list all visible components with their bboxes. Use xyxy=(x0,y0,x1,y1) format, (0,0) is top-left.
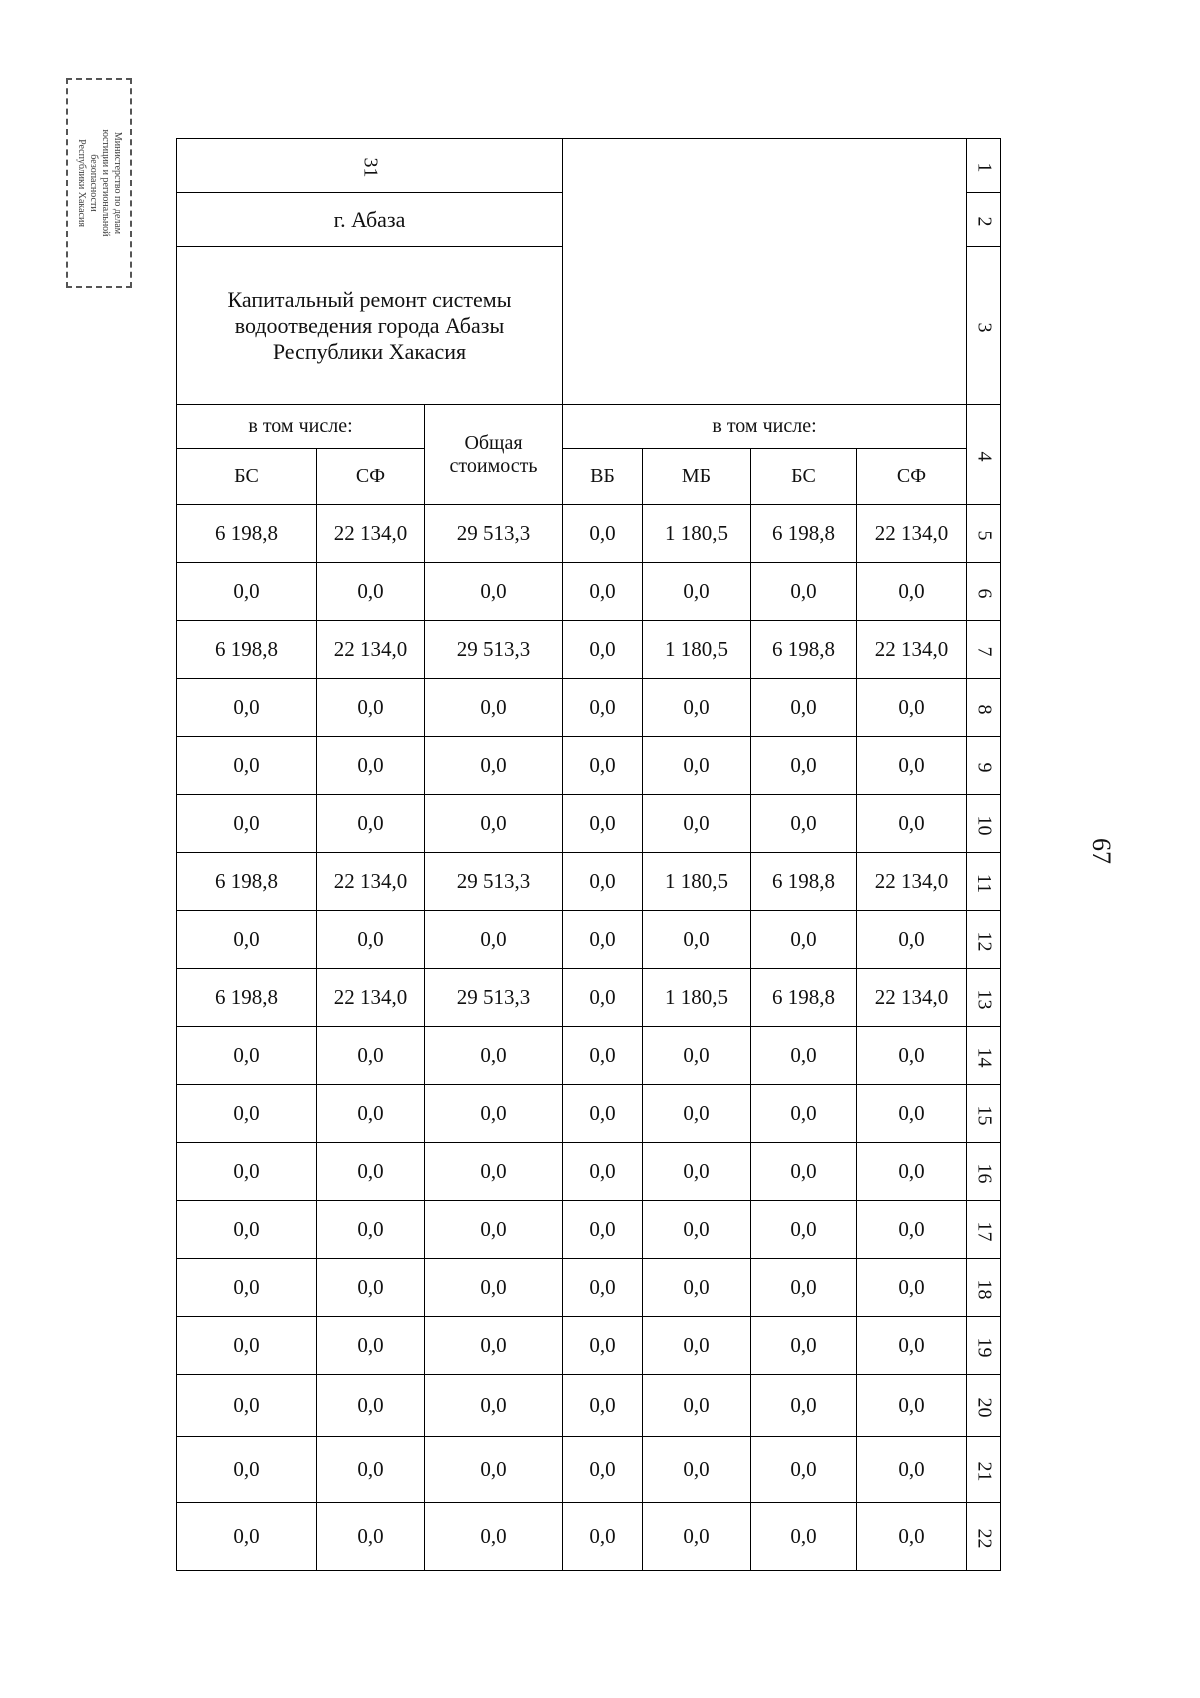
table-cell: 29 513,3 xyxy=(425,505,563,563)
column-number: 20 xyxy=(973,1397,995,1417)
table-row xyxy=(177,1085,1001,1143)
table-cell: 0,0 xyxy=(643,1437,751,1503)
column-number-cell xyxy=(967,1437,1001,1503)
table-cell: 0,0 xyxy=(177,1437,317,1503)
column-number-cell xyxy=(967,679,1001,737)
table-cell: 0,0 xyxy=(177,1375,317,1437)
table-cell: 0,0 xyxy=(563,1201,643,1259)
total-cost-header xyxy=(425,405,563,505)
table-cell: 0,0 xyxy=(317,1143,425,1201)
table-cell: 0,0 xyxy=(317,563,425,621)
column-number: 1 xyxy=(973,162,995,172)
column-number-cell xyxy=(967,1375,1001,1437)
table-cell: 0,0 xyxy=(425,1259,563,1317)
table-cell: 0,0 xyxy=(857,795,967,853)
total-cost-label: Общая стоимость xyxy=(449,431,538,477)
column-number: 3 xyxy=(973,322,995,332)
table-cell: 0,0 xyxy=(563,1437,643,1503)
table-row xyxy=(177,1027,1001,1085)
table-cell: 0,0 xyxy=(425,911,563,969)
budget-table xyxy=(176,138,1001,1571)
column-number: 4 xyxy=(973,451,995,461)
table-cell: 0,0 xyxy=(425,1143,563,1201)
column-number: 12 xyxy=(973,931,995,951)
table-row xyxy=(177,853,1001,911)
table-cell: 0,0 xyxy=(857,1375,967,1437)
table-cell: 0,0 xyxy=(563,621,643,679)
table-cell: 0,0 xyxy=(751,1201,857,1259)
table-cell: 0,0 xyxy=(643,679,751,737)
column-number-cell xyxy=(967,1027,1001,1085)
stamp-line: безопасности xyxy=(88,154,99,212)
column-number-cell xyxy=(967,621,1001,679)
table-cell: 0,0 xyxy=(425,1027,563,1085)
table-row xyxy=(177,737,1001,795)
bs-right-header: БС xyxy=(751,449,857,505)
table-cell: 0,0 xyxy=(425,737,563,795)
table-cell: 0,0 xyxy=(643,563,751,621)
table-cell: 6 198,8 xyxy=(177,505,317,563)
registration-stamp xyxy=(66,78,132,288)
column-number: 11 xyxy=(972,873,995,893)
table-cell: 0,0 xyxy=(643,911,751,969)
column-number-cell xyxy=(967,247,1001,405)
left-group-header xyxy=(177,405,425,449)
location-cell xyxy=(177,193,563,247)
table-cell: 0,0 xyxy=(857,1085,967,1143)
location: г. Абаза xyxy=(333,206,406,232)
column-number: 15 xyxy=(973,1105,995,1125)
table-row xyxy=(177,1437,1001,1503)
column-number-cell xyxy=(967,1143,1001,1201)
table-cell: 0,0 xyxy=(563,1259,643,1317)
table-cell: 0,0 xyxy=(317,1375,425,1437)
table-cell: 1 180,5 xyxy=(643,853,751,911)
table-cell: 0,0 xyxy=(317,1027,425,1085)
table-cell: 0,0 xyxy=(643,1259,751,1317)
table-cell: 0,0 xyxy=(751,1027,857,1085)
table-cell: 0,0 xyxy=(643,1027,751,1085)
column-number-cell xyxy=(967,737,1001,795)
table-cell: 0,0 xyxy=(751,1143,857,1201)
table-cell: 0,0 xyxy=(857,1201,967,1259)
table-cell: 0,0 xyxy=(425,1201,563,1259)
project-title-cell xyxy=(177,247,563,405)
table-cell: 0,0 xyxy=(425,1503,563,1571)
left-group-label: в том числе: xyxy=(248,415,353,437)
stamp-line: Министерство по делам xyxy=(112,131,123,235)
table-cell: 0,0 xyxy=(425,1437,563,1503)
right-group-label: в том числе: xyxy=(712,415,817,437)
mb-header: МБ xyxy=(643,449,751,505)
table-row xyxy=(177,1317,1001,1375)
table-cell: 0,0 xyxy=(177,1085,317,1143)
column-number-cell xyxy=(967,1259,1001,1317)
table-cell: 6 198,8 xyxy=(177,621,317,679)
column-number-cell xyxy=(967,505,1001,563)
table-cell: 0,0 xyxy=(563,563,643,621)
table-row xyxy=(177,621,1001,679)
table-cell: 29 513,3 xyxy=(425,969,563,1027)
table-cell: 0,0 xyxy=(425,679,563,737)
column-number: 22 xyxy=(973,1528,995,1548)
table-cell: 0,0 xyxy=(177,1503,317,1571)
column-number-cell xyxy=(967,193,1001,247)
column-number-cell xyxy=(967,563,1001,621)
table-row xyxy=(177,911,1001,969)
stamp-line: юстиции и региональной xyxy=(100,129,111,237)
table-row xyxy=(177,969,1001,1027)
table-cell: 0,0 xyxy=(317,911,425,969)
table-cell: 0,0 xyxy=(317,1437,425,1503)
table-cell: 22 134,0 xyxy=(317,621,425,679)
column-number-cell xyxy=(967,1317,1001,1375)
table-cell: 0,0 xyxy=(857,1027,967,1085)
column-number-cell xyxy=(967,795,1001,853)
table-cell: 0,0 xyxy=(177,1317,317,1375)
column-number: 8 xyxy=(973,704,995,714)
page-number: 67 xyxy=(1087,838,1116,864)
table-cell: 0,0 xyxy=(177,563,317,621)
table-cell: 6 198,8 xyxy=(751,853,857,911)
table-cell: 0,0 xyxy=(563,1027,643,1085)
column-number-cell xyxy=(967,969,1001,1027)
stamp-line: Республики Хакасия xyxy=(76,139,87,227)
table-cell: 0,0 xyxy=(425,1375,563,1437)
table-cell: 0,0 xyxy=(643,1143,751,1201)
table-cell: 0,0 xyxy=(177,1201,317,1259)
column-number-cell xyxy=(967,1085,1001,1143)
table-cell: 22 134,0 xyxy=(857,969,967,1027)
table-row xyxy=(177,563,1001,621)
vb-header: ВБ xyxy=(563,449,643,505)
table-cell: 0,0 xyxy=(177,1027,317,1085)
table-cell: 0,0 xyxy=(563,737,643,795)
table-cell: 0,0 xyxy=(563,1317,643,1375)
table-cell: 0,0 xyxy=(425,563,563,621)
column-number: 5 xyxy=(973,530,995,540)
table-cell: 0,0 xyxy=(177,737,317,795)
table-cell: 0,0 xyxy=(317,1085,425,1143)
sf-left-header: СФ xyxy=(317,449,425,505)
table-cell: 0,0 xyxy=(751,795,857,853)
column-number: 18 xyxy=(973,1279,995,1299)
table-cell: 0,0 xyxy=(425,795,563,853)
table-cell: 6 198,8 xyxy=(751,505,857,563)
table-cell: 0,0 xyxy=(751,1085,857,1143)
table-cell: 0,0 xyxy=(317,1259,425,1317)
table-cell: 6 198,8 xyxy=(177,969,317,1027)
table-row xyxy=(177,1201,1001,1259)
table-cell: 0,0 xyxy=(425,1085,563,1143)
table-cell: 22 134,0 xyxy=(317,969,425,1027)
table-cell: 0,0 xyxy=(317,1201,425,1259)
column-number-cell xyxy=(967,139,1001,193)
table-cell: 0,0 xyxy=(563,1143,643,1201)
table-cell: 22 134,0 xyxy=(857,505,967,563)
table-cell: 0,0 xyxy=(857,679,967,737)
column-number-cell xyxy=(967,911,1001,969)
table-cell: 0,0 xyxy=(643,795,751,853)
table-cell: 0,0 xyxy=(563,1085,643,1143)
column-number-cell xyxy=(967,1503,1001,1571)
table-cell: 0,0 xyxy=(177,911,317,969)
table-cell: 0,0 xyxy=(643,737,751,795)
table-cell: 29 513,3 xyxy=(425,853,563,911)
column-number: 21 xyxy=(973,1461,995,1481)
table-row xyxy=(177,505,1001,563)
table-cell: 0,0 xyxy=(857,563,967,621)
column-number-cell xyxy=(967,405,1001,505)
column-number: 17 xyxy=(973,1221,995,1241)
column-number-cell xyxy=(967,853,1001,911)
table-cell: 0,0 xyxy=(643,1201,751,1259)
sf-right-header: СФ xyxy=(857,449,967,505)
table-cell: 22 134,0 xyxy=(317,505,425,563)
column-number: 16 xyxy=(973,1163,995,1183)
table-cell: 22 134,0 xyxy=(317,853,425,911)
table-cell: 0,0 xyxy=(563,911,643,969)
table-row xyxy=(177,1143,1001,1201)
table-cell: 0,0 xyxy=(857,911,967,969)
column-number: 10 xyxy=(973,815,995,835)
table-row xyxy=(177,795,1001,853)
bs-left-header: БС xyxy=(177,449,317,505)
table-cell: 0,0 xyxy=(317,679,425,737)
table-row xyxy=(177,1503,1001,1571)
table-cell: 0,0 xyxy=(751,1317,857,1375)
table-cell: 22 134,0 xyxy=(857,621,967,679)
table-cell: 0,0 xyxy=(857,1437,967,1503)
table-cell: 0,0 xyxy=(177,1143,317,1201)
row-number: 31 xyxy=(359,157,381,177)
table-cell: 0,0 xyxy=(857,1317,967,1375)
table-cell: 6 198,8 xyxy=(177,853,317,911)
table-cell: 0,0 xyxy=(751,737,857,795)
right-group-header xyxy=(563,405,967,449)
table-cell: 0,0 xyxy=(563,505,643,563)
column-number: 7 xyxy=(973,646,995,656)
table-cell: 0,0 xyxy=(177,679,317,737)
table-cell: 0,0 xyxy=(751,679,857,737)
table-cell: 0,0 xyxy=(563,679,643,737)
table-cell: 0,0 xyxy=(317,1503,425,1571)
table-cell: 0,0 xyxy=(317,737,425,795)
column-number: 13 xyxy=(973,989,995,1009)
table-cell: 0,0 xyxy=(751,1503,857,1571)
table-cell: 0,0 xyxy=(177,1259,317,1317)
column-number-cell xyxy=(967,1201,1001,1259)
column-number: 9 xyxy=(973,762,995,772)
table-cell: 6 198,8 xyxy=(751,621,857,679)
table-cell: 0,0 xyxy=(857,737,967,795)
column-number: 2 xyxy=(973,216,995,226)
table-cell: 0,0 xyxy=(857,1259,967,1317)
table-cell: 0,0 xyxy=(751,563,857,621)
table-cell: 0,0 xyxy=(177,795,317,853)
table-cell: 0,0 xyxy=(857,1503,967,1571)
table-cell: 0,0 xyxy=(563,1503,643,1571)
table-cell: 6 198,8 xyxy=(751,969,857,1027)
table-row xyxy=(177,1375,1001,1437)
table-cell: 0,0 xyxy=(317,1317,425,1375)
table-cell: 1 180,5 xyxy=(643,505,751,563)
table-cell: 0,0 xyxy=(563,1375,643,1437)
table-row xyxy=(177,1259,1001,1317)
table-cell: 29 513,3 xyxy=(425,621,563,679)
table-cell: 0,0 xyxy=(643,1317,751,1375)
table-cell: 0,0 xyxy=(751,1375,857,1437)
table-row xyxy=(177,679,1001,737)
table-cell: 0,0 xyxy=(563,969,643,1027)
table-cell: 0,0 xyxy=(751,1437,857,1503)
table-cell: 0,0 xyxy=(317,795,425,853)
stamp-text xyxy=(75,83,123,283)
table-cell: 1 180,5 xyxy=(643,621,751,679)
table-cell: 0,0 xyxy=(643,1085,751,1143)
table-cell: 22 134,0 xyxy=(857,853,967,911)
table-cell: 0,0 xyxy=(563,795,643,853)
row-number-cell xyxy=(177,139,563,193)
column-number: 6 xyxy=(973,588,995,598)
table-cell: 0,0 xyxy=(643,1503,751,1571)
table-cell: 0,0 xyxy=(751,1259,857,1317)
table-cell: 0,0 xyxy=(643,1375,751,1437)
blank-header-area xyxy=(563,139,967,405)
column-number: 14 xyxy=(973,1047,995,1067)
table-cell: 0,0 xyxy=(751,911,857,969)
column-number: 19 xyxy=(973,1337,995,1357)
table-cell: 0,0 xyxy=(857,1143,967,1201)
project-title: Капитальный ремонт системы водоотведения города Абазы Республики Хакасия xyxy=(227,286,512,364)
table-cell: 1 180,5 xyxy=(643,969,751,1027)
table-cell: 0,0 xyxy=(425,1317,563,1375)
table-cell: 0,0 xyxy=(563,853,643,911)
